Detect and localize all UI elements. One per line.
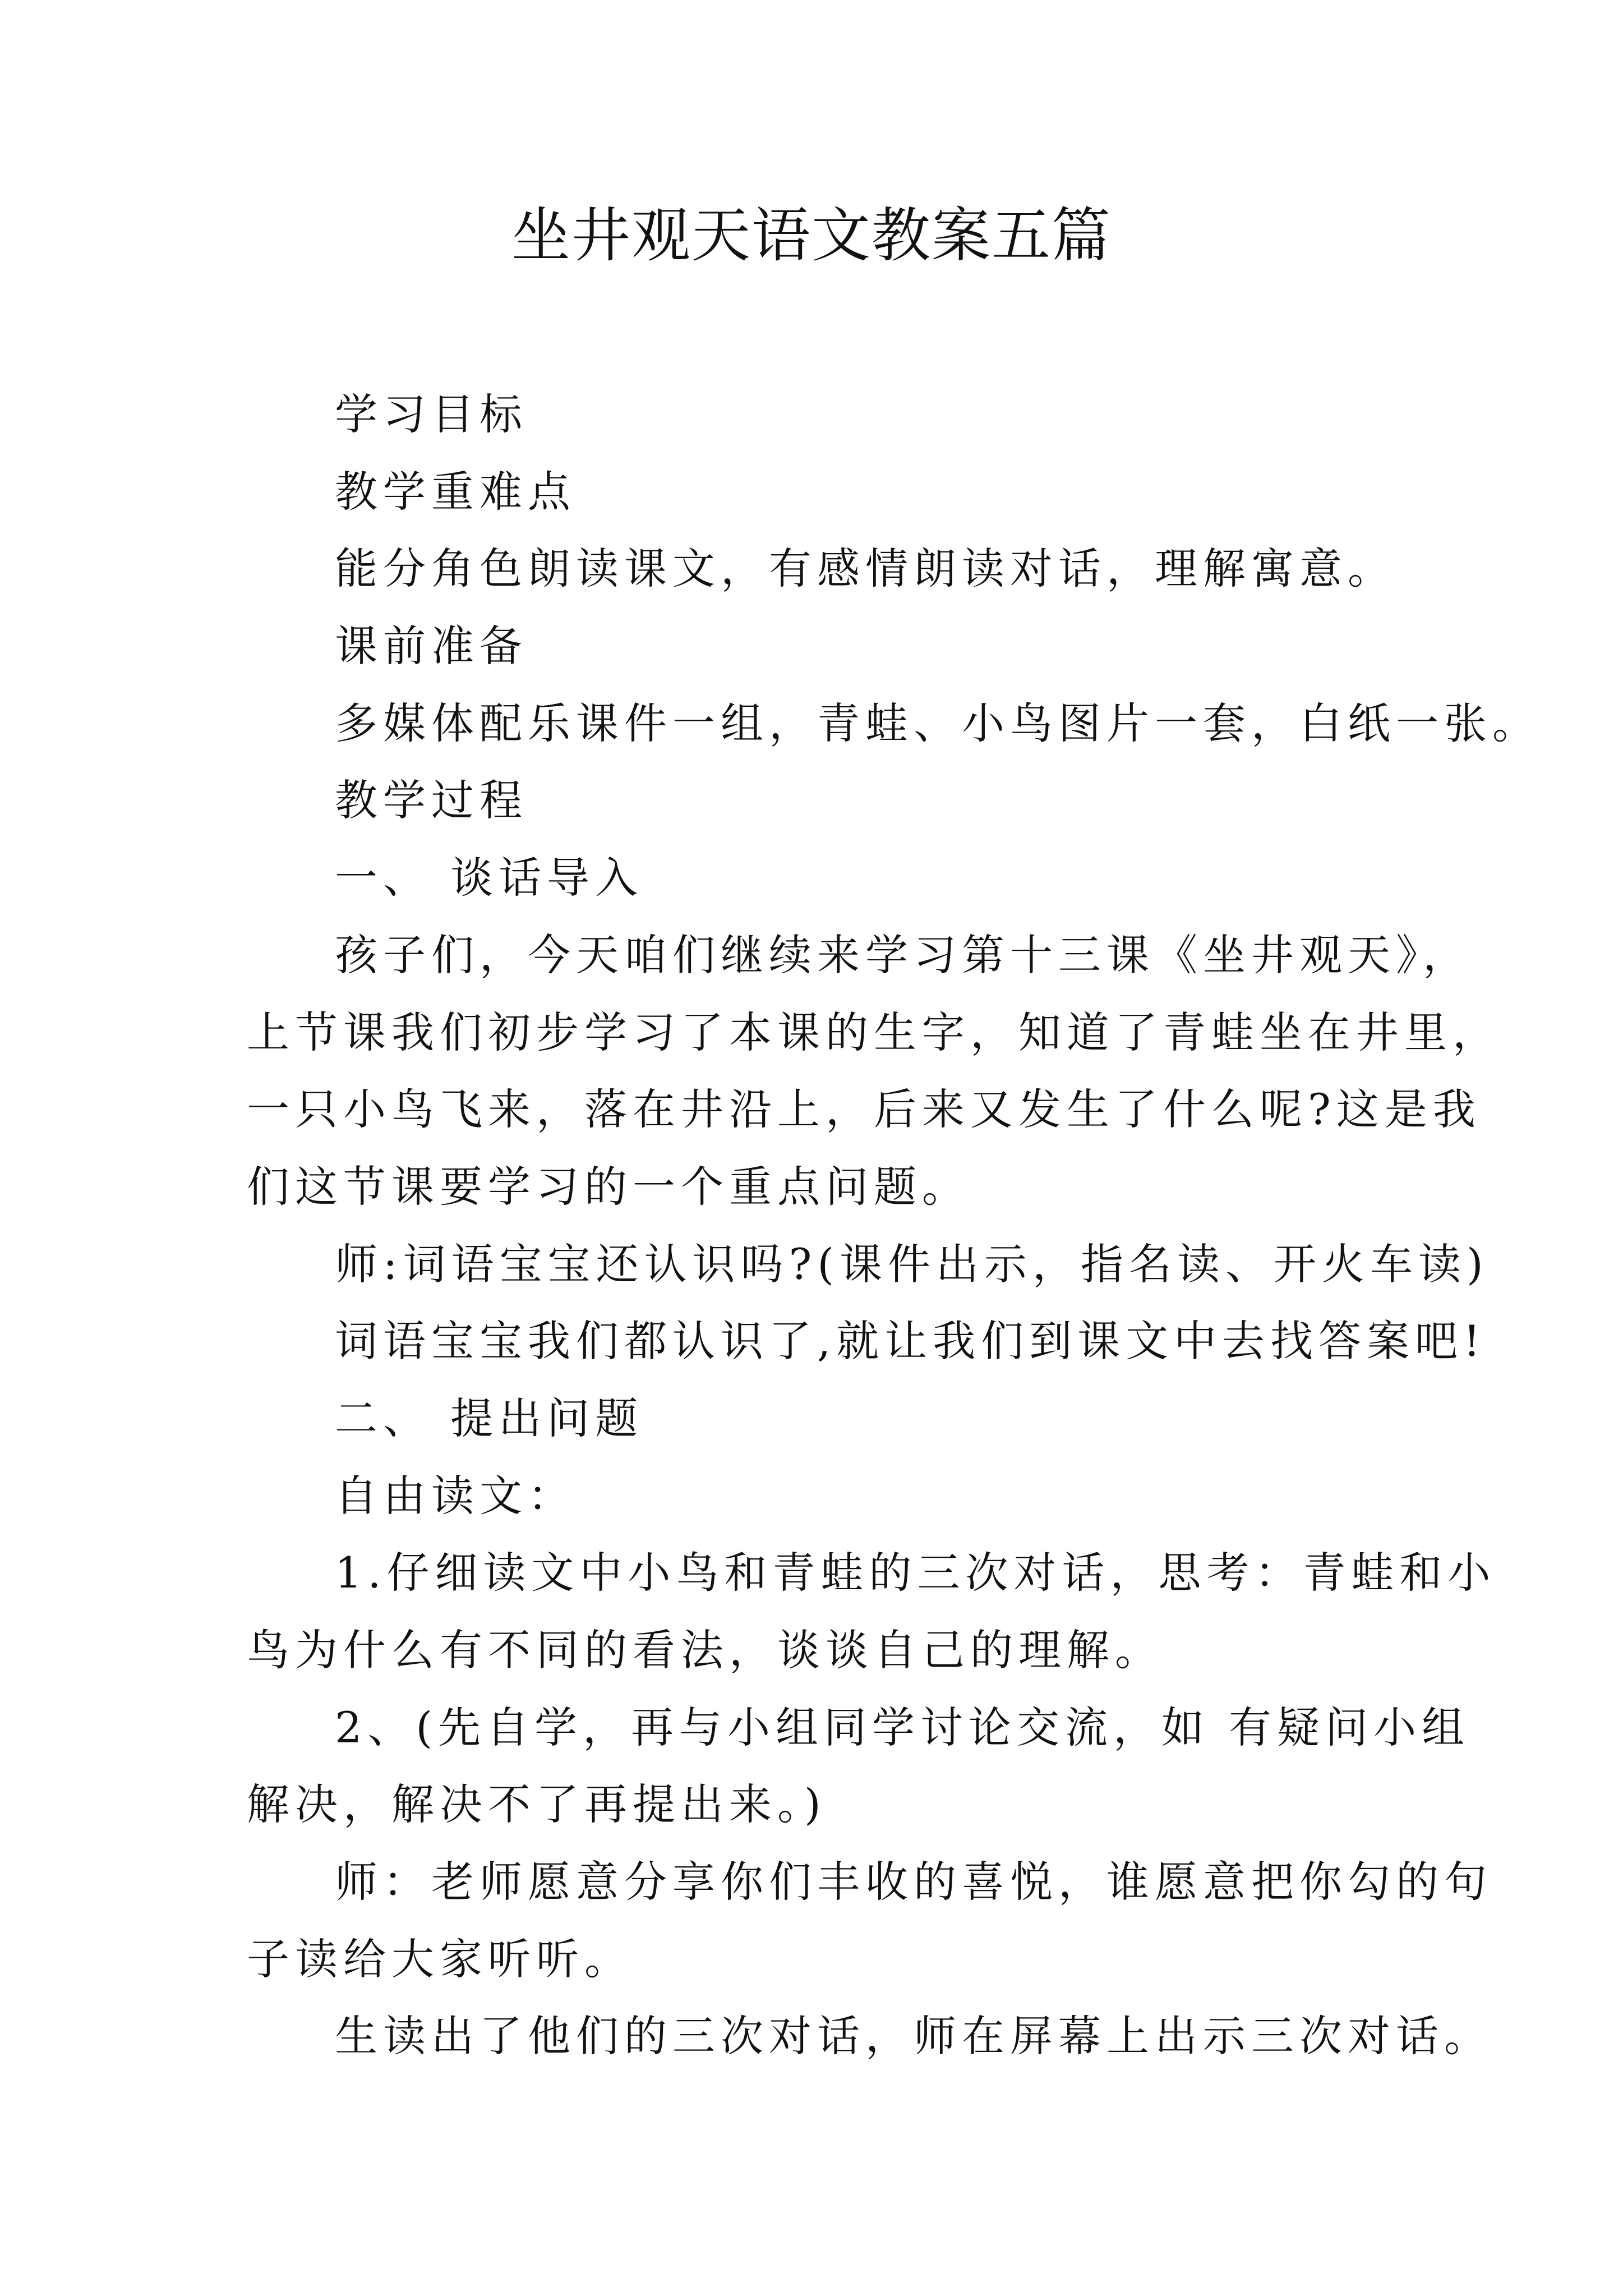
paragraph-line: 孩子们，今天咱们继续来学习第十三课《坐井观天》， xyxy=(335,930,1471,980)
paragraph-line: 二、 提出问题 xyxy=(335,1393,644,1443)
paragraph-line: 2、(先自学，再与小组同学讨论交流，如 有疑问小组 xyxy=(335,1702,1470,1752)
paragraph-line: 上节课我们初步学习了本课的生字，知道了青蛙坐在井里， xyxy=(247,1007,1501,1057)
document-title: 坐井观天语文教案五篇 xyxy=(511,201,1112,270)
paragraph-line: 课前准备 xyxy=(335,621,528,671)
paragraph-line: 们这节课要学习的一个重点问题。 xyxy=(247,1161,970,1212)
paragraph-line: 教学过程 xyxy=(335,775,528,826)
paragraph-line: 自由读文： xyxy=(335,1470,576,1521)
paragraph-line: 鸟为什么有不同的看法，谈谈自己的理解。 xyxy=(247,1625,1163,1675)
paragraph-line: 1.仔细读文中小鸟和青蛙的三次对话，思考：青蛙和小 xyxy=(335,1548,1496,1598)
paragraph-line: 学习目标 xyxy=(335,389,528,439)
paragraph-line: 一只小鸟飞来，落在井沿上，后来又发生了什么呢?这是我 xyxy=(247,1084,1481,1135)
paragraph-line: 生读出了他们的三次对话，师在屏幕上出示三次对话。 xyxy=(335,2011,1492,2062)
paragraph-line: 解决，解决不了再提出来。) xyxy=(247,1779,827,1830)
paragraph-line: 师:词语宝宝还认识吗?(课件出示，指名读、开火车读) xyxy=(335,1239,1489,1289)
paragraph-line: 师：老师愿意分享你们丰收的喜悦，谁愿意把你勾的句 xyxy=(335,1857,1492,1907)
paragraph-line: 教学重难点 xyxy=(335,466,576,517)
document-body xyxy=(247,376,1541,2075)
paragraph-line: 子读给大家听听。 xyxy=(247,1934,633,1984)
paragraph-line: 能分角色朗读课文，有感情朗读对话，理解寓意。 xyxy=(335,544,1396,594)
paragraph-line: 词语宝宝我们都认识了,就让我们到课文中去找答案吧! xyxy=(335,1316,1486,1366)
paragraph-line: 多媒体配乐课件一组，青蛙、小鸟图片一套，白纸一张。 xyxy=(335,698,1541,748)
paragraph-line: 一、 谈话导入 xyxy=(335,853,644,903)
